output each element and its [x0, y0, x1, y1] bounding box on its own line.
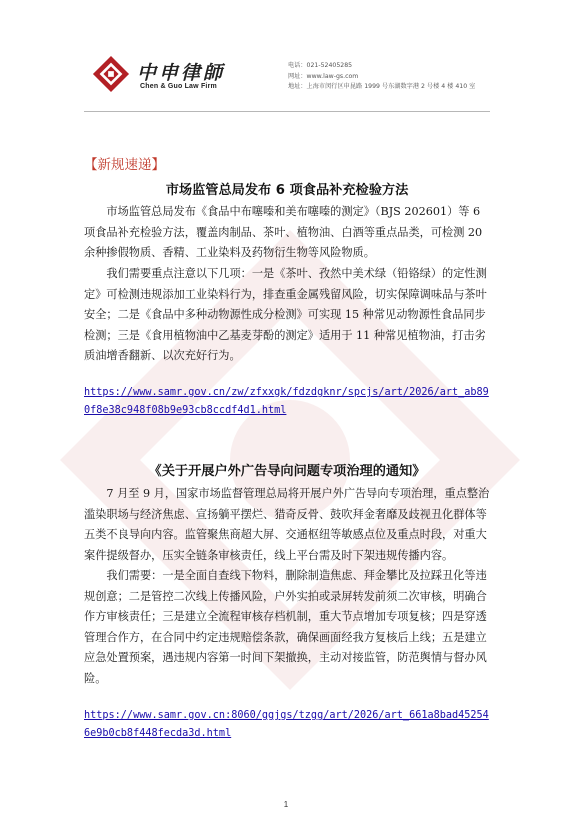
article-2-link[interactable]: https://www.samr.gov.cn:8060/ggjgs/tzgg/art/2026/art_661a8bad452546e9b0cb8f448fecda3d.html: [84, 710, 489, 739]
contact-address: 地址：上海市闵行区申昆路 1999 号东湖数字港 2 号楼 4 楼 410 室: [288, 83, 476, 90]
contact-website: 网址：www.law-gs.com: [288, 72, 359, 80]
article-2-paragraph-2: 我们需要：一是全面自查线下物料，删除制造焦虑、拜金攀比及拉踩丑化等违规创意；二是管控二次线上传播风险，户外实拍或录屏转发前须二次审核，明确合作方审核责任；三是建立全流程审核存档机制，重大节点增加专项复核；四是穿透管理合作方，在合同中约定违规赔偿条款，确保画面经我方复核后上线；五是建立应急处置预案，遇违规内容第一时间下架撤换，主动对接监管，防范舆情与督办风险。: [84, 569, 487, 685]
article-2-title: 《关于开展户外广告导向问题专项治理的通知》: [148, 464, 426, 479]
article-1-title: 市场监管总局发布 6 项食品补充检验方法: [165, 183, 409, 198]
page-number: 1: [283, 800, 289, 809]
header-divider: [84, 111, 490, 112]
article-1-paragraph-1: 市场监管总局发布《食品中布噻嗪和美布噻嗪的测定》（BJS 202601）等 6 项食品补充检验方法，覆盖肉制品、茶叶、植物油、白酒等重点品类，可检测 20 余种掺假物质、香精、工业染料及药物衍生物等风险物质。: [84, 205, 483, 260]
article-1-link[interactable]: https://www.samr.gov.cn/zw/zfxxgk/fdzdgknr/spcjs/art/2026/art_ab890f8e38c948f08b9e93cb8ccdf4d1.html: [84, 387, 489, 416]
firm-name-en: Chen & Guo Law Firm: [140, 83, 217, 90]
article-1-paragraph-2: 我们需要重点注意以下几项：一是《茶叶、孜然中美术绿（铅铬绿）的定性测定》可检测违规添加工业染料行为，排查重金属残留风险，切实保障调味品与茶叶安全；二是《食品中多种动物源性成分检测》可实现 15 种常见动物源性食品同步检测；三是《食用植物油中乙基麦芽酚的测定》适用于 11 种常见植物油，打击劣质油增香翻新、以次充好行为。: [84, 267, 487, 363]
contact-phone: 电话：021-52405285: [288, 62, 353, 69]
article-2-paragraph-1: 7 月至 9 月，国家市场监督管理总局将开展户外广告导向专项治理，重点整治滥染职场与经济焦虑、宣扬躺平摆烂、猎奇反骨、鼓吹拜金奢靡及歧视丑化群体等五类不良导向内容。监管聚焦商超大屏、交通枢纽等敏感点位及重点时段，对重大案件提级督办，压实全链条审核责任，线上平台需及时下架违规传播内容。: [84, 487, 490, 562]
firm-logo-icon: [92, 54, 130, 94]
section-tag: 【新规速递】: [84, 157, 165, 173]
letterhead: [0, 0, 572, 128]
contact-info: [288, 61, 475, 93]
firm-name-cn: 中申律師: [137, 62, 226, 84]
